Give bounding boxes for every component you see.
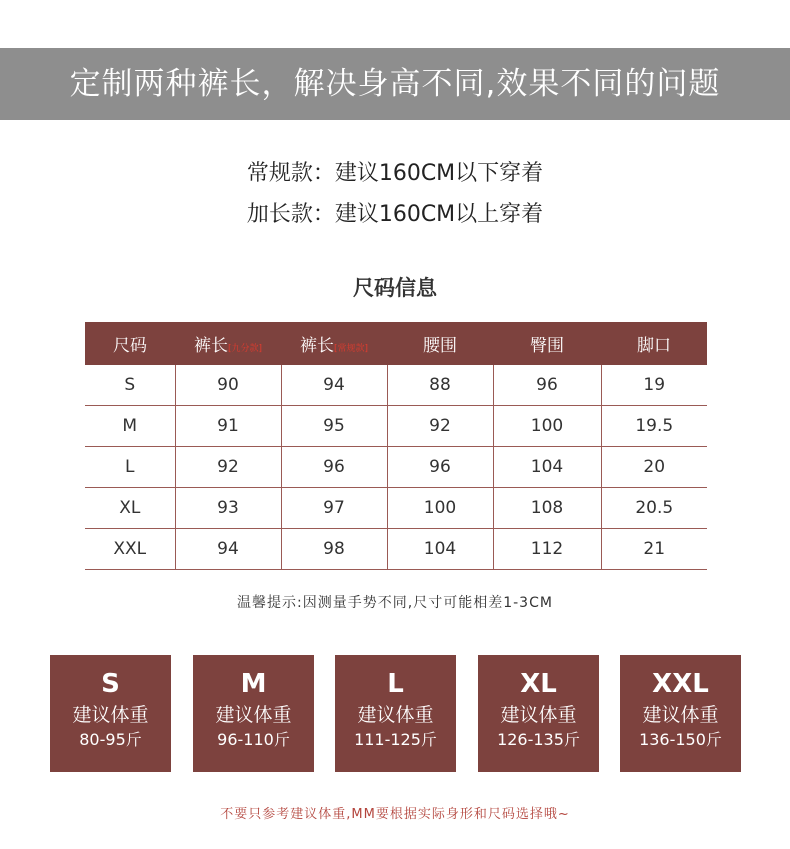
table-cell: 20.5	[601, 488, 707, 529]
size-table	[85, 322, 707, 570]
table-cell: 20	[601, 447, 707, 488]
table-cell: 21	[601, 529, 707, 570]
header-hip	[493, 322, 601, 365]
table-cell: 19	[601, 365, 707, 406]
table-cell: S	[85, 365, 175, 406]
weight-card-m	[193, 655, 314, 772]
table-cell: 92	[387, 406, 493, 447]
table-header-row	[85, 322, 707, 365]
table-cell: 95	[281, 406, 387, 447]
table-cell: 100	[493, 406, 601, 447]
table-cell: 100	[387, 488, 493, 529]
recommendation-regular: 常规款：建议160CM以下穿着	[246, 161, 544, 186]
table-cell: XL	[85, 488, 175, 529]
table-cell: 98	[281, 529, 387, 570]
table-cell: 90	[175, 365, 281, 406]
table-row	[85, 529, 707, 570]
card-size: L	[387, 669, 404, 699]
weight-card-l	[335, 655, 456, 772]
table-cell: 94	[281, 365, 387, 406]
measurement-note: 温馨提示:因测量手势不同,尺寸可能相差1-3CM	[237, 595, 553, 611]
table-cell: XXL	[85, 529, 175, 570]
table-cell: 94	[175, 529, 281, 570]
header-waist	[387, 322, 493, 365]
header-sublabel: [常规款]	[333, 344, 369, 354]
table-cell: 92	[175, 447, 281, 488]
table-cell: L	[85, 447, 175, 488]
card-range: 111-125斤	[354, 730, 437, 749]
table-row	[85, 488, 707, 529]
card-label: 建议体重	[500, 704, 577, 726]
card-size: S	[101, 669, 120, 699]
header-label: 尺码	[113, 336, 147, 356]
header-length-regular	[281, 322, 387, 365]
table-cell: 104	[493, 447, 601, 488]
card-label: 建议体重	[642, 704, 719, 726]
table-cell: 96	[493, 365, 601, 406]
table-cell: 19.5	[601, 406, 707, 447]
header-label: 脚口	[637, 336, 671, 356]
card-label: 建议体重	[215, 704, 292, 726]
card-range: 80-95斤	[79, 730, 142, 749]
table-cell: 93	[175, 488, 281, 529]
header-label: 裤长	[193, 336, 228, 356]
table-cell: 91	[175, 406, 281, 447]
weight-card-xxl	[620, 655, 741, 772]
card-size: XL	[520, 669, 557, 699]
table-cell: 97	[281, 488, 387, 529]
recommendation-long: 加长款：建议160CM以上穿着	[246, 202, 544, 227]
footer-tip: 不要只参考建议体重,MM要根据实际身形和尺码选择哦~	[220, 807, 570, 822]
table-cell: 112	[493, 529, 601, 570]
top-banner: 定制两种裤长，解决身高不同,效果不同的问题	[0, 48, 790, 120]
card-range: 126-135斤	[497, 730, 580, 749]
card-label: 建议体重	[72, 704, 149, 726]
header-length-cropped	[175, 322, 281, 365]
card-range: 96-110斤	[217, 730, 290, 749]
section-title: 尺码信息	[353, 275, 437, 300]
table-cell: 96	[387, 447, 493, 488]
weight-card-s	[50, 655, 171, 772]
table-cell: 104	[387, 529, 493, 570]
table-cell: 108	[493, 488, 601, 529]
header-label: 腰围	[423, 336, 457, 356]
header-size	[85, 322, 175, 365]
table-cell: 88	[387, 365, 493, 406]
card-range: 136-150斤	[639, 730, 722, 749]
weight-card-xl	[478, 655, 599, 772]
card-label: 建议体重	[357, 704, 434, 726]
card-size: M	[240, 669, 267, 699]
card-size: XXL	[652, 669, 709, 699]
table-cell: 96	[281, 447, 387, 488]
table-row	[85, 365, 707, 406]
table-cell: M	[85, 406, 175, 447]
header-hem	[601, 322, 707, 365]
header-label: 裤长	[299, 336, 334, 356]
header-sublabel: [九分款]	[227, 344, 263, 354]
table-row	[85, 447, 707, 488]
header-label: 臀围	[530, 336, 564, 356]
weight-cards	[50, 655, 742, 772]
table-row	[85, 406, 707, 447]
